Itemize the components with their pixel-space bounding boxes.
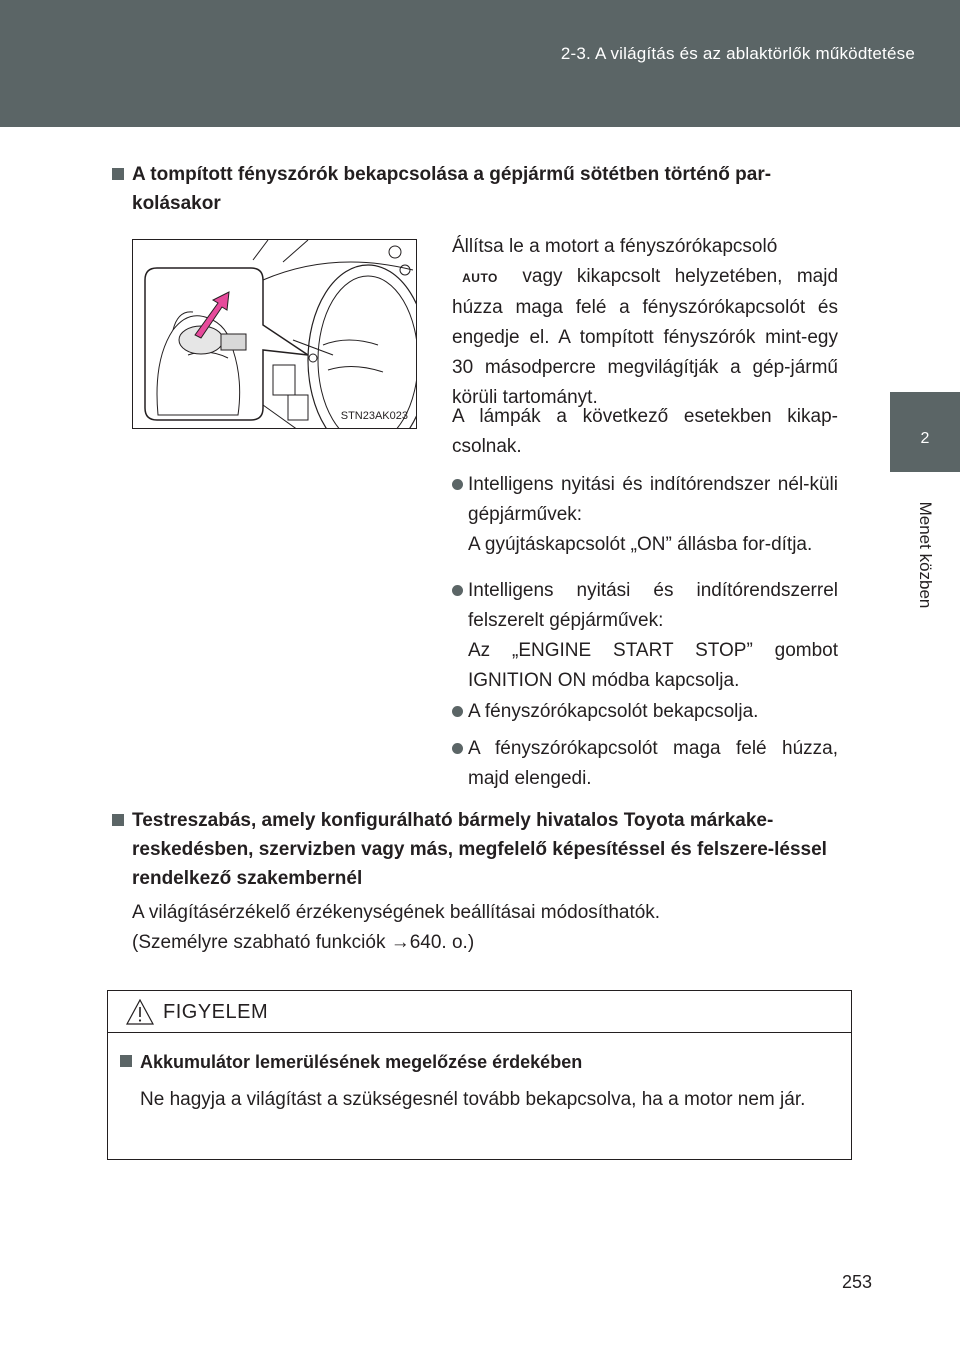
warning-box xyxy=(107,990,852,1160)
list-item: A fényszórókapcsolót bekapcsolja. xyxy=(452,697,838,727)
list-item: Intelligens nyitási és indítórendszer nél-küli gépjárművek: A gyújtáskapcsolót „ON” állásba for-dítja. xyxy=(452,470,838,560)
warning-body: Ne hagyja a világítást a szükségesnél tovább bekapcsolva, ha a motor nem jár. xyxy=(140,1089,806,1110)
instruction-paragraph: Állítsa le a motort a fényszórókapcsoló AUTO vagy kikapcsolt helyzetében, majd húzza maga felé a fényszórókapcsolót és engedje el. A tompított fényszórók mint-egy 30 másodpercre megvilágítják a gép-jármű körüli tartományt. xyxy=(452,236,839,408)
list-item: A fényszórókapcsolót maga felé húzza, majd elengedi. xyxy=(452,734,838,794)
bullet-dot-icon xyxy=(452,479,463,490)
section-heading-customization: Testreszabás, amely konfigurálható bármely hivatalos Toyota márkake-reskedésben, szervizben vagy más, megfelelő képesítéssel és felszere-léssel rendelkező szakembernél xyxy=(112,806,842,893)
figure-code: STN23AK023 xyxy=(340,410,408,422)
warning-subheading: Akkumulátor lemerülésének megelőzése érdekében xyxy=(120,1049,840,1075)
warning-title: FIGYELEM xyxy=(163,1001,269,1023)
list-item: Intelligens nyitási és indítórendszerrel felszerelt gépjárművek: Az „ENGINE START STOP” gombot IGNITION ON módba kapcsolja. xyxy=(452,576,838,696)
steering-column-drawing xyxy=(133,240,417,429)
chapter-tab xyxy=(890,392,960,472)
square-bullet-icon xyxy=(112,168,124,180)
bullet-dot-icon xyxy=(452,706,463,717)
warning-triangle-icon xyxy=(126,999,154,1025)
header-bar xyxy=(0,0,960,127)
bullet-dot-icon xyxy=(452,585,463,596)
bullet-dot-icon xyxy=(452,743,463,754)
chapter-side-label: Menet közben xyxy=(916,501,935,609)
turn-off-intro: A lámpák a következő esetekben kikap-csolnak. xyxy=(452,406,838,457)
warning-header xyxy=(108,991,851,1033)
cross-reference-link: (Személyre szabható funkciók →640. o.) xyxy=(132,932,475,953)
page-number: 253 xyxy=(841,1272,872,1292)
auto-switch-icon: AUTO xyxy=(462,271,498,285)
chapter-number: 2 xyxy=(920,430,930,447)
customization-body: A világításérzékelő érzékenységének beállításai módosíthatók. (Személyre szabható funkciók →640. o.) xyxy=(132,902,661,953)
section-heading-parking-lights: A tompított fényszórók bekapcsolása a gépjármű sötétben történő par-kolásakor xyxy=(112,160,842,218)
chapter-title: 2-3. A világítás és az ablaktörlők működtetése xyxy=(560,44,915,63)
square-bullet-icon xyxy=(112,814,124,826)
square-bullet-icon xyxy=(120,1055,132,1067)
headlight-switch-illustration xyxy=(132,239,417,429)
